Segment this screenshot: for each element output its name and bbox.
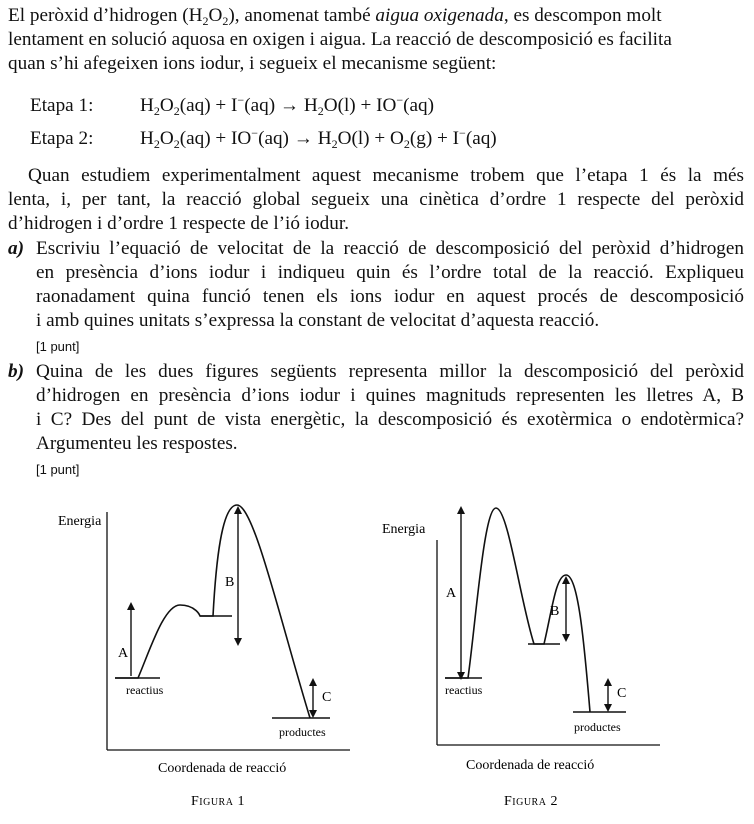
figure-1-products-label: productes [279, 725, 326, 739]
figure-2-x-label: Coordenada de reacció [466, 758, 595, 773]
figure-1-caption: Figura 1 [191, 794, 245, 809]
figure-2-letter-a: A [446, 586, 457, 601]
figure-2-letter-b: B [550, 604, 560, 619]
question-a-points: [1 punt] [36, 339, 80, 354]
figure-2-y-label: Energia [382, 522, 426, 537]
step-2-equation: $H_2O_2(aq) + IO^-(aq) \to H_2O(l) + O_2(g) + I^-(aq)$ [140, 126, 497, 151]
intro-line-2: lentament en solució aquosa en oxigen i aigua. La reacció de descomposició es facilita [8, 29, 672, 50]
figure-1-letter-a: A [118, 646, 129, 661]
para2-line-1: Quan estudiem experimentalment aquest mecanisme trobem que l’etapa 1 és la més [28, 165, 744, 186]
para2-line-2: lenta, i, per tant, la reacció global segueix una cinètica d’ordre 1 respecte del peròxid [8, 189, 744, 210]
figure-2-letter-c: C [617, 686, 627, 701]
question-a-label: a) [8, 238, 24, 259]
intro-line-1: El peròxid d’hidrogen $(H_2O_2)$, anomenat també aigua oxigenada, es descompon molt [8, 5, 662, 28]
question-a-line-3: raonadament quina funció tenen els ions iodur en aquest procés de descomposició [36, 286, 744, 307]
question-a-line-1: Escriviu l’equació de velocitat de la reacció de descomposició del peròxid d’hidrogen [36, 238, 744, 259]
figure-2-reactants-label: reactius [445, 683, 483, 697]
question-b-line-3: i C? Des del punt de vista energètic, la descomposició és exotèrmica o endotèrmica? [36, 409, 744, 430]
figure-1-y-label: Energia [58, 514, 102, 529]
figure-2-energy-curve [445, 508, 590, 712]
para2-line-3: d’hidrogen i d’ordre 1 respecte de l’ió iodur. [8, 213, 349, 234]
step-2-label: Etapa 2: [30, 128, 94, 149]
figure-1-letter-b: B [225, 575, 235, 590]
question-b-line-2: d’hidrogen en presència d’ions iodur i quines magnituds representen les lletres A, B [36, 385, 744, 406]
intro-line-3: quan s’hi afegeixen ions iodur, i segueix el mecanisme següent: [8, 53, 497, 74]
step-1-label: Etapa 1: [30, 95, 94, 116]
question-b-label: b) [8, 361, 24, 382]
step-1-equation: $H_2O_2(aq) + I^-(aq) \to H_2O(l) + IO^-(aq)$ [140, 93, 435, 118]
figure-2-products-label: productes [574, 720, 621, 734]
figure-1-letter-c: C [322, 690, 332, 705]
question-b-line-4: Argumenteu les respostes. [36, 433, 238, 454]
figure-1-reactants-label: reactius [126, 683, 164, 697]
question-b-line-1: Quina de les dues figures següents representa millor la descomposició del peròxid [36, 361, 744, 382]
figure-2 [382, 508, 660, 809]
question-a-line-4: i amb quines unitats s’expressa la constant de velocitat d’aquesta reacció. [36, 310, 600, 331]
question-a-line-2: en presència d’ions iodur i indiqueu quin és l’ordre total de la reacció. Expliqueu [36, 262, 744, 283]
figure-1 [58, 505, 350, 809]
figure-2-caption: Figura 2 [504, 794, 558, 809]
question-b-points: [1 punt] [36, 462, 80, 477]
figure-1-x-label: Coordenada de reacció [158, 761, 287, 776]
